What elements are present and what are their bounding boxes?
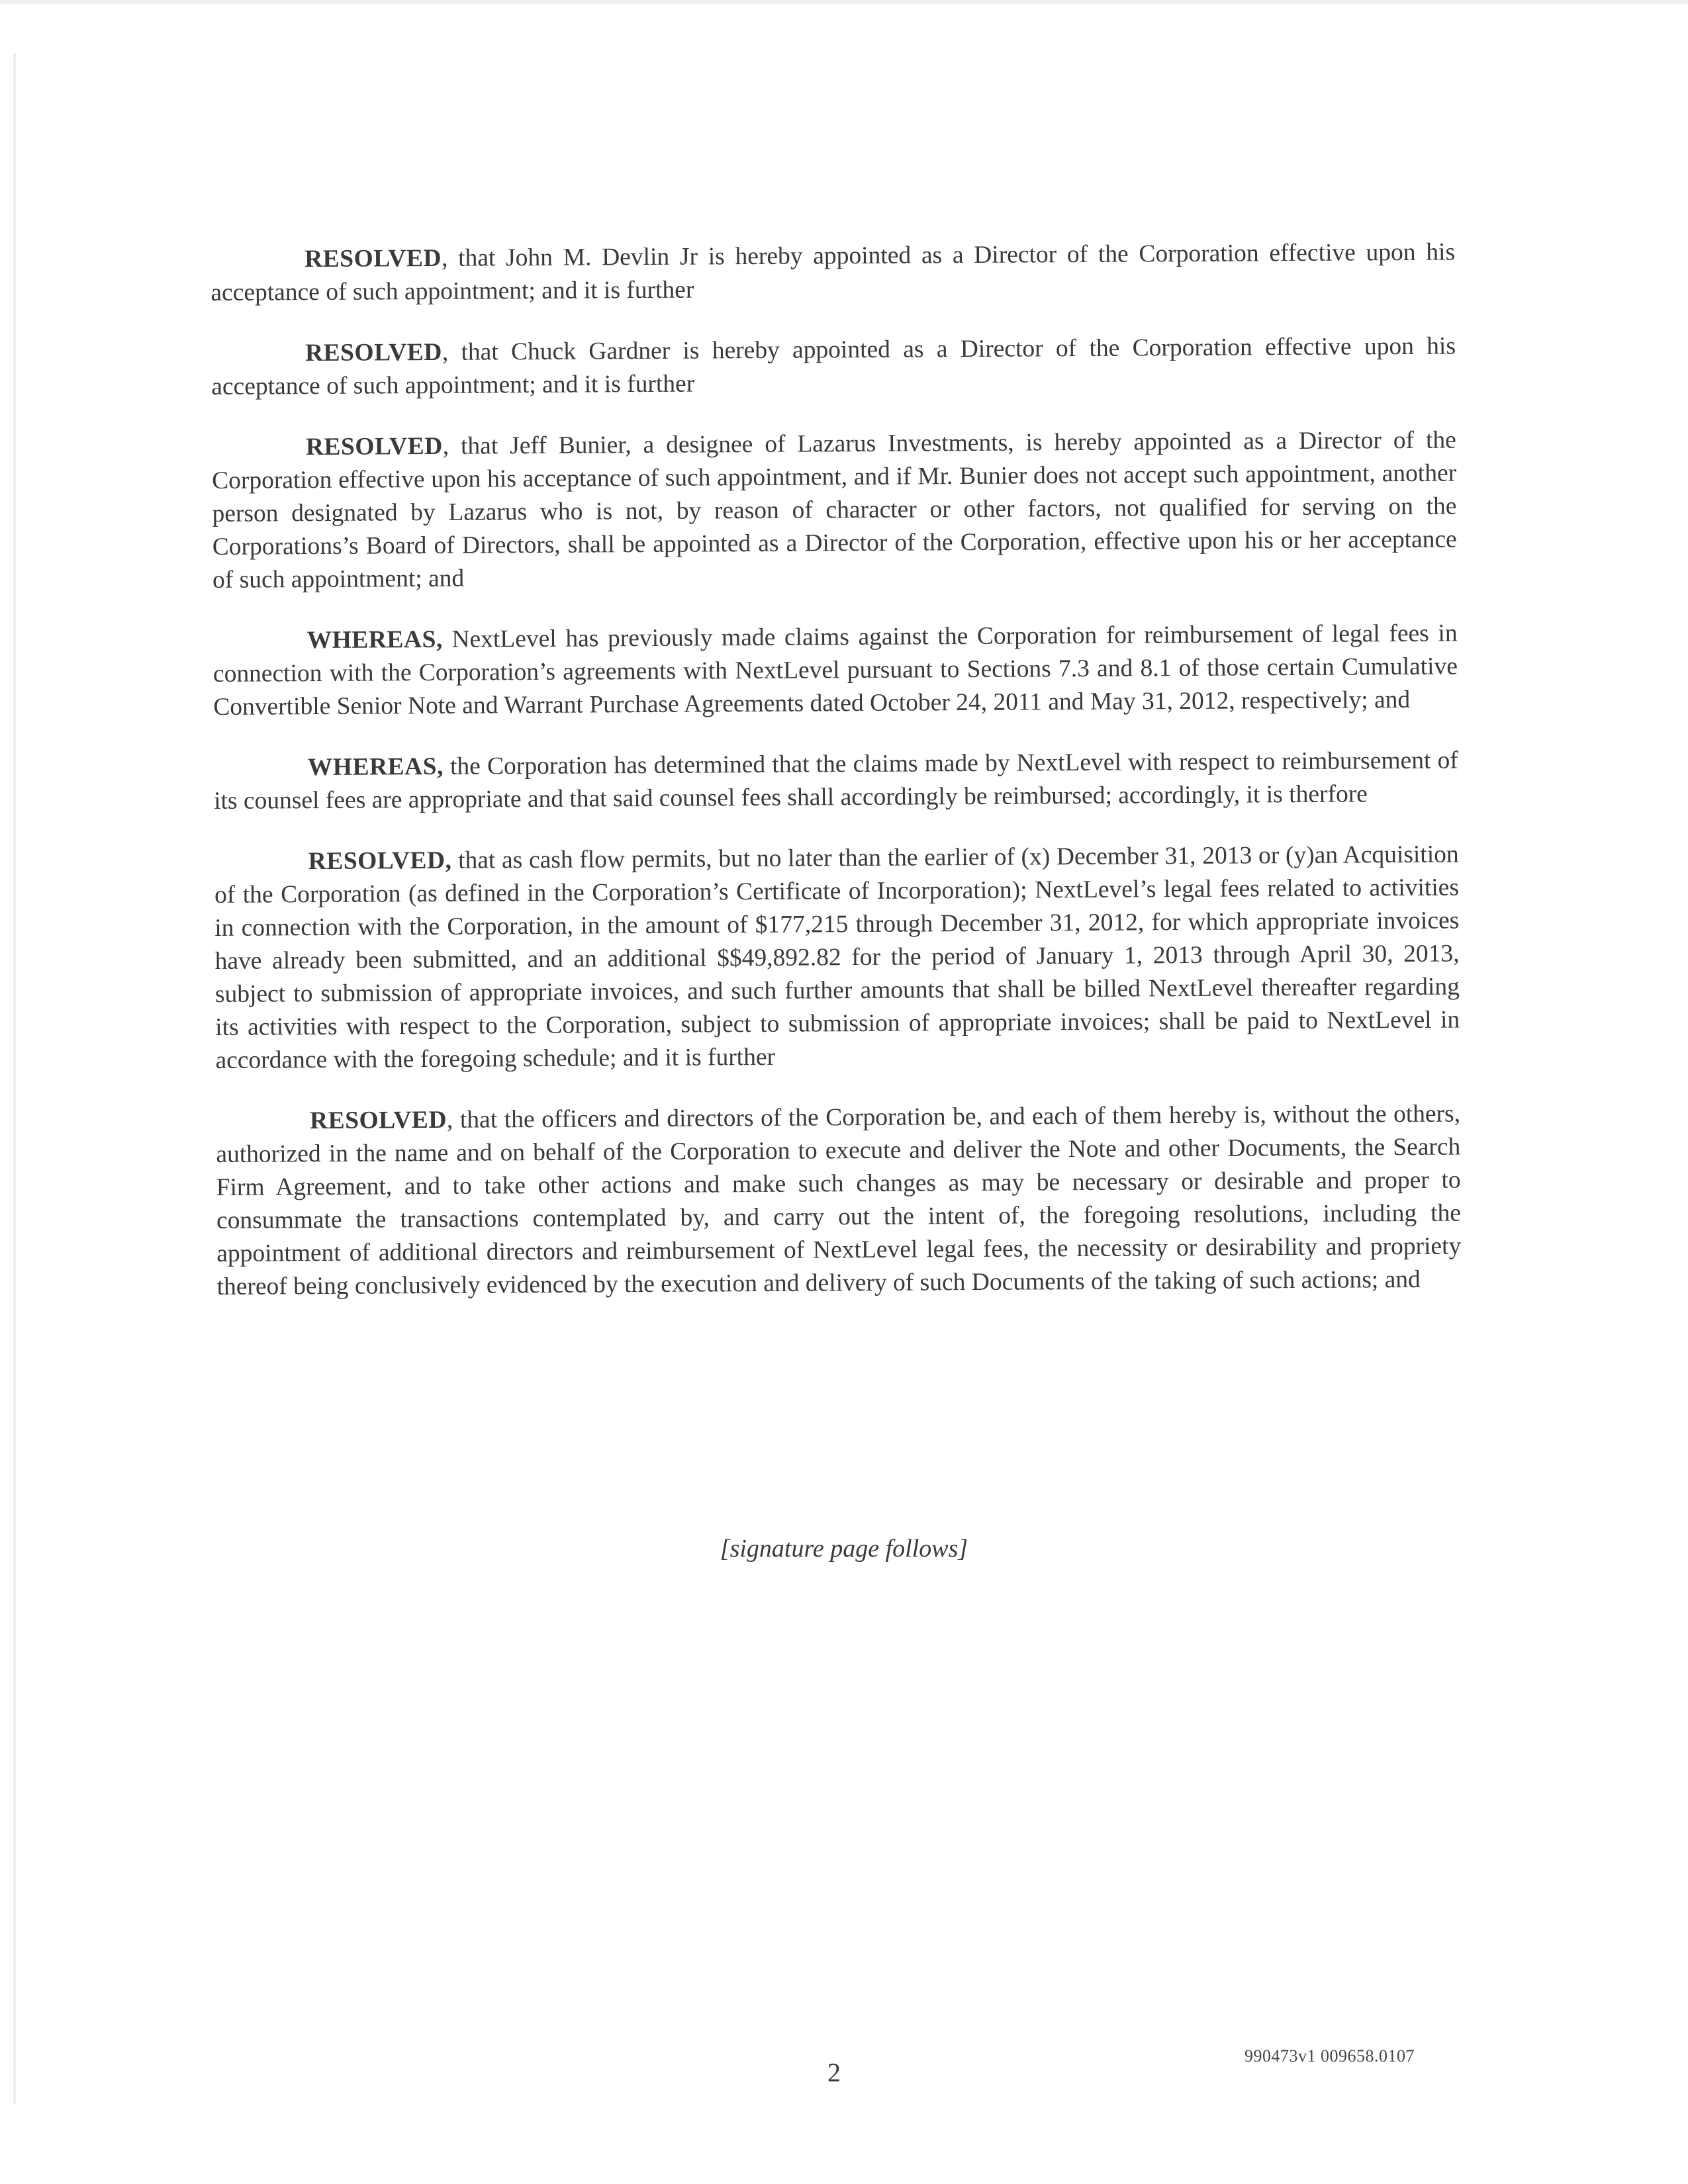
- paragraph-text: , that Chuck Gardner is hereby appointed as a Director of the Corporation effective upon his acceptance of such appointment; and it is further: [211, 332, 1456, 400]
- paragraph-lead: RESOLVED: [309, 1106, 447, 1135]
- resolution-paragraph-1: [211, 236, 1456, 310]
- scan-edge-top: [0, 0, 1688, 4]
- scan-edge-left: [13, 53, 16, 2105]
- paragraph-lead: WHEREAS,: [307, 752, 444, 782]
- resolution-paragraph-3: [212, 424, 1457, 597]
- paragraph-text: , that Jeff Bunier, a designee of Lazarus Investments, is hereby appointed as a Director of the Corporation effective upon his acceptance of such appointment, and if Mr. Bunier does not accept such appointment, another person designated by Lazarus who is not, by reason of character or other factors, not qualified for serving on the Corporations’s Board of Directors, shall be appointed as a Director of the Corporation, effective upon his or her acceptance of such appointment; and: [212, 426, 1457, 594]
- paragraph-lead: RESOLVED: [305, 338, 443, 367]
- resolution-paragraph-5: [216, 1097, 1462, 1303]
- paragraph-lead: RESOLVED: [305, 244, 442, 273]
- resolution-paragraph-2: [211, 330, 1456, 404]
- resolution-paragraph-4: [214, 838, 1460, 1077]
- page-number: 2: [827, 2058, 841, 2087]
- paragraph-lead: RESOLVED,: [308, 846, 452, 876]
- paragraph-text: , that the officers and directors of the Corporation be, and each of them hereby is, without the others, authorized in the name and on behalf of the Corporation to execute and deliver the Note and other Documents, the Search Firm Agreement, and to take other actions and make such changes as may be necessary or desirable and proper to consummate the transactions contemplated by, and carry out the intent of, the foregoing resolutions, including the appointment of additional directors and reimbursement of NextLevel legal fees, the necessity or desirability and propriety thereof being conclusively evidenced by the execution and delivery of such Documents of the taking of such actions; and: [216, 1100, 1462, 1300]
- document-id: 990473v1 009658.0107: [1244, 2046, 1415, 2066]
- whereas-paragraph-2: [214, 745, 1459, 818]
- document-body: [211, 236, 1462, 1332]
- paragraph-lead: WHEREAS,: [306, 625, 443, 655]
- signature-page-note: [signature page follows]: [720, 1535, 968, 1563]
- paragraph-text: that as cash flow permits, but no later than the earlier of (x) December 31, 2013 or (y)an Acquisition of the Corporation (as defined in the Corporation’s Certificate of Incorporation); NextLevel’s legal fees related to activities in connection with the Corporation, in the amount of $177,215 through December 31, 2012, for which appropriate invoices have already been submitted, and an additional $$49,892.82 for the period of January 1, 2013 through April 30, 2013, subject to submission of appropriate invoices, and such further amounts that shall be billed NextLevel thereafter regarding its activities with respect to the Corporation, subject to submission of appropriate invoices; shall be paid to NextLevel in accordance with the foregoing schedule; and it is further: [214, 841, 1460, 1074]
- paragraph-text: NextLevel has previously made claims against the Corporation for reimbursement of legal fees in connection with the Corporation’s agreements with NextLevel pursuant to Sections 7.3 and 8.1 of those certain Cumulative Convertible Senior Note and Warrant Purchase Agreements dated October 24, 2011 and May 31, 2012, respectively; and: [212, 619, 1458, 721]
- paragraph-lead: RESOLVED: [305, 432, 443, 461]
- whereas-paragraph-1: [213, 617, 1458, 724]
- paragraph-text: the Corporation has determined that the claims made by NextLevel with respect to reimbursement of its counsel fees are appropriate and that said counsel fees shall accordingly be reimbursed; accordingly, it is therfore: [214, 747, 1458, 815]
- paragraph-text: , that John M. Devlin Jr is hereby appointed as a Director of the Corporation effective upon his acceptance of such appointment; and it is further: [211, 238, 1456, 306]
